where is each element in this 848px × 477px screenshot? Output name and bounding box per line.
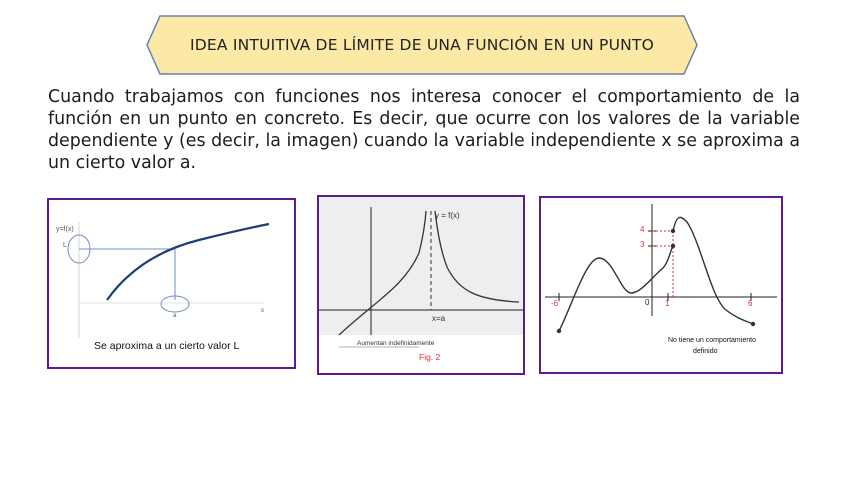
intro-paragraph: Cuando trabajamos con funciones nos interesa conocer el comportamiento de la función en un punto en concreto. Es decir, que ocurre con los valores de la variable dependiente y (es decir, la imagen) cuando la variable independiente x se aproxima a un cierto valor a. <box>48 87 800 173</box>
y-axis-label: y=f(x) <box>56 226 74 233</box>
l-label: L <box>63 242 67 249</box>
x-axis-label: x <box>261 308 264 314</box>
right-curve <box>673 217 753 324</box>
asymptote-label: x=a <box>432 314 446 323</box>
function-curve <box>107 224 269 300</box>
figure-2-label: Fig. 2 <box>419 352 441 362</box>
figure-3-graph <box>541 198 781 372</box>
figure-1-panel <box>47 198 296 369</box>
point-3 <box>671 244 675 248</box>
figure-2-panel <box>317 195 525 375</box>
tick-1-label: 1 <box>665 299 670 308</box>
figure-3-caption-line1: No tiene un comportamiento <box>668 337 756 344</box>
figure-3-panel <box>539 196 783 374</box>
figure-3-caption-line2: definido <box>693 348 718 355</box>
title-banner <box>146 15 698 75</box>
left-curve <box>559 246 673 331</box>
figure-1-caption: Se aproxima a un cierto valor L <box>94 340 240 352</box>
a-label: a <box>173 313 177 319</box>
tick-6-label: 6 <box>748 299 753 308</box>
origin-label: 0 <box>645 298 650 307</box>
tick-3-label: 3 <box>640 240 645 249</box>
tick-neg6-label: -6 <box>551 299 559 308</box>
endpoint-right <box>751 322 755 326</box>
function-label: y = f(x) <box>435 211 460 220</box>
endpoint-left <box>557 329 561 333</box>
point-4 <box>671 229 675 233</box>
tick-4-label: 4 <box>640 225 645 234</box>
page-title: IDEA INTUITIVA DE LÍMITE DE UNA FUNCIÓN EN UN PUNTO <box>190 36 654 54</box>
graph-background <box>319 197 523 335</box>
figure-2-caption: Aumentan indefinidamente <box>357 340 435 347</box>
